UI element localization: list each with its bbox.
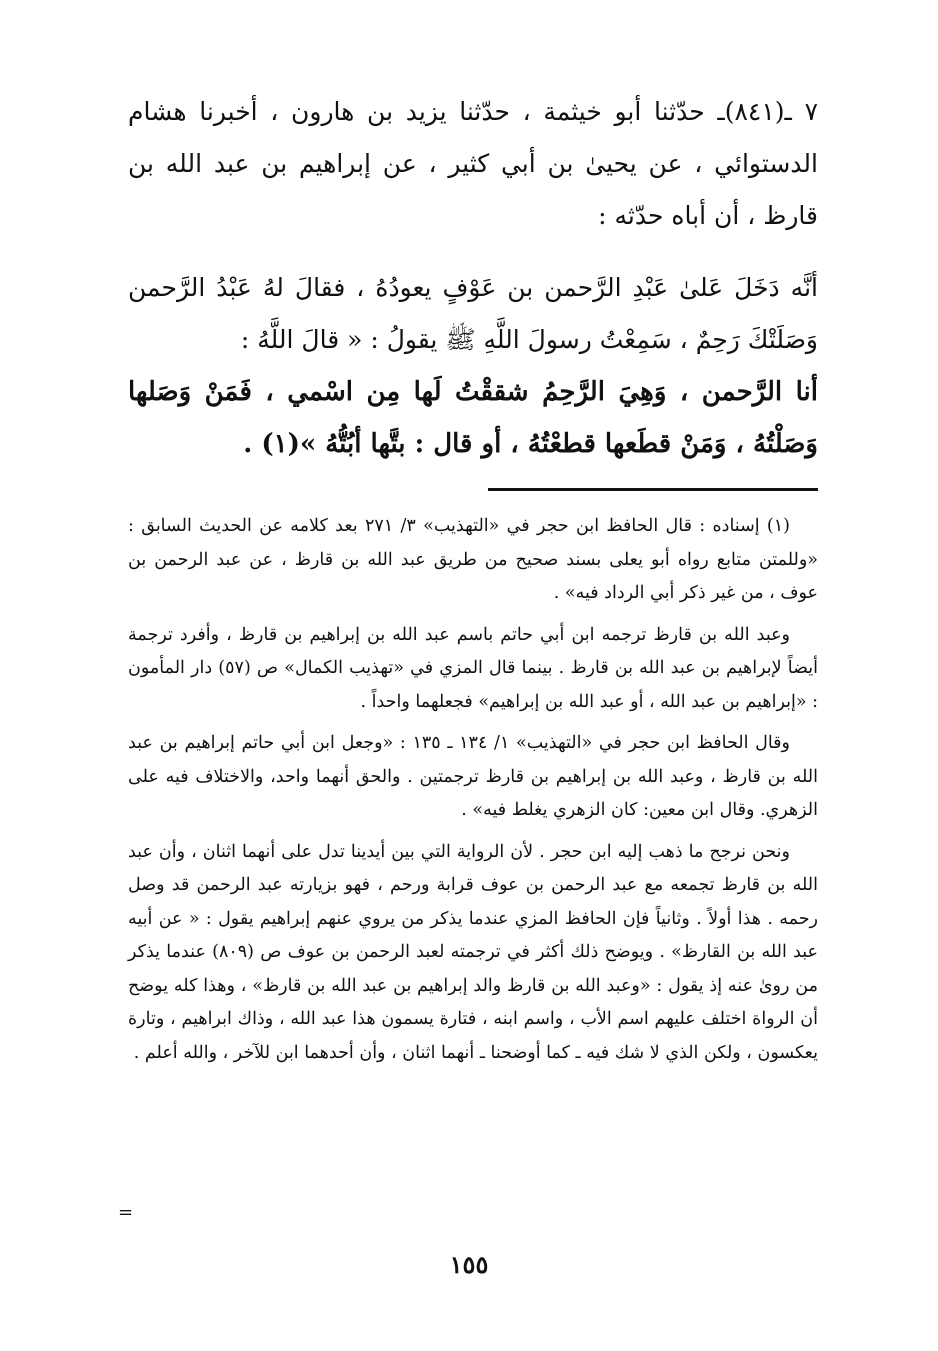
hadith-isnad: ٧ ـ(٨٤١)ـ حدّثنا أبو خيثمة ، حدّثنا يزيد بن هارون ، أخبرنا هشام الدستوائي ، عن يحيىٰ بن أبي كثير ، عن إبراهيم بن عبد الله بن قارظ ، أن أباه حدّثه :: [128, 97, 818, 230]
footnote-paragraph-3: وقال الحافظ ابن حجر في «التهذيب» ١/ ١٣٤ ـ ١٣٥ : «وجعل ابن أبي حاتم إبراهيم بن عبد الله بن قارظ ، وعبد الله بن إبراهيم بن قارظ ترجمتين . والحق أنهما واحد، والاختلاف فيه على الزهري. وقال ابن معين: كان الزهري يغلط فيه» .: [128, 733, 818, 820]
footnote-paragraph-4: ونحن نرجح ما ذهب إليه ابن حجر . لأن الرواية التي بين أيدينا تدل على أنهما اثنان ، وأن عبد الله بن قارظ تجمعه مع عبد الرحمن بن عوف قرابة ورحم ، فهو بزيارته عبد الرحمن قد وصل رحمه . هذا أولاً . وثانياً فإن الحافظ المزي عندما يذكر من يروي عنهم إبراهيم يقول : « عن أبيه عبد الله بن القارظ» . ويوضح ذلك أكثر في ترجمته لعبد الرحمن بن عوف ص (٨٠٩) عندما يذكر من روىٰ عنه إذ يقول : «وعبد الله بن قارظ والد إبراهيم بن عبد الله بن قارظ» ، وهذا كله يوضح أن الرواة اختلف عليهم اسم الأب ، واسم ابنه ، فتارة يسمون هذا عبد الله ، وذاك ابراهيم ، وتارة يعكسون ، ولكن الذي لا شك فيه ـ كما أوضحنا ـ أنهما اثنان ، وأن أحدهما ابن للآخر ، والله أعلم .: [128, 841, 818, 1063]
main-text: [128, 86, 818, 470]
hadith-body: أنا الرَّحمن ، وَهِيَ الرَّحِمُ شققْتُ لَها مِن اسْمي ، فَمَنْ وَصَلها وَصَلْتُهُ ، وَمَنْ قطَعها قطعْتُهُ ، أو قال : بتَّها أبُتُّهُ »(١) .: [128, 377, 818, 459]
footnotes: [128, 510, 818, 1078]
page-number: ١٥٥: [449, 1250, 489, 1279]
hadith-intro: أنَّه دَخَلَ عَلىٰ عَبْدِ الرَّحمن بن عَوْفٍ يعودُهُ ، فقالَ لهُ عَبْدُ الرَّحمن وَصَلَتْكَ رَحِمٌ ، سَمِعْتُ رسولَ اللَّهِ ﷺ يقولُ : « قالَ اللَّهُ :: [128, 273, 818, 354]
footnote-paragraph-2: وعبد الله بن قارظ ترجمه ابن أبي حاتم باسم عبد الله بن إبراهيم بن قارظ ، وأفرد ترجمة أيضاً لإبراهيم بن عبد الله بن قارظ . بينما قال المزي في «تهذيب الكمال» ص (٥٧) دار المأمون : «إبراهيم بن عبد الله ، أو عبد الله بن إبراهيم» فجعلهما واحداً .: [128, 624, 818, 712]
footnote-paragraph-1: (١) إسناده : قال الحافظ ابن حجر في «التهذيب» ٣/ ٢٧١ بعد كلامه عن الحديث السابق : «وللمتن متابع رواه أبو يعلى بسند صحيح من طريق عبد الله بن قارظ ، عن عبد الرحمن بن عوف ، من غير ذكر أبي الرداد فيه» .: [128, 516, 818, 603]
continuation-mark: =: [118, 1202, 134, 1223]
footnote-divider: [488, 488, 818, 491]
hadith-text: [128, 262, 818, 470]
